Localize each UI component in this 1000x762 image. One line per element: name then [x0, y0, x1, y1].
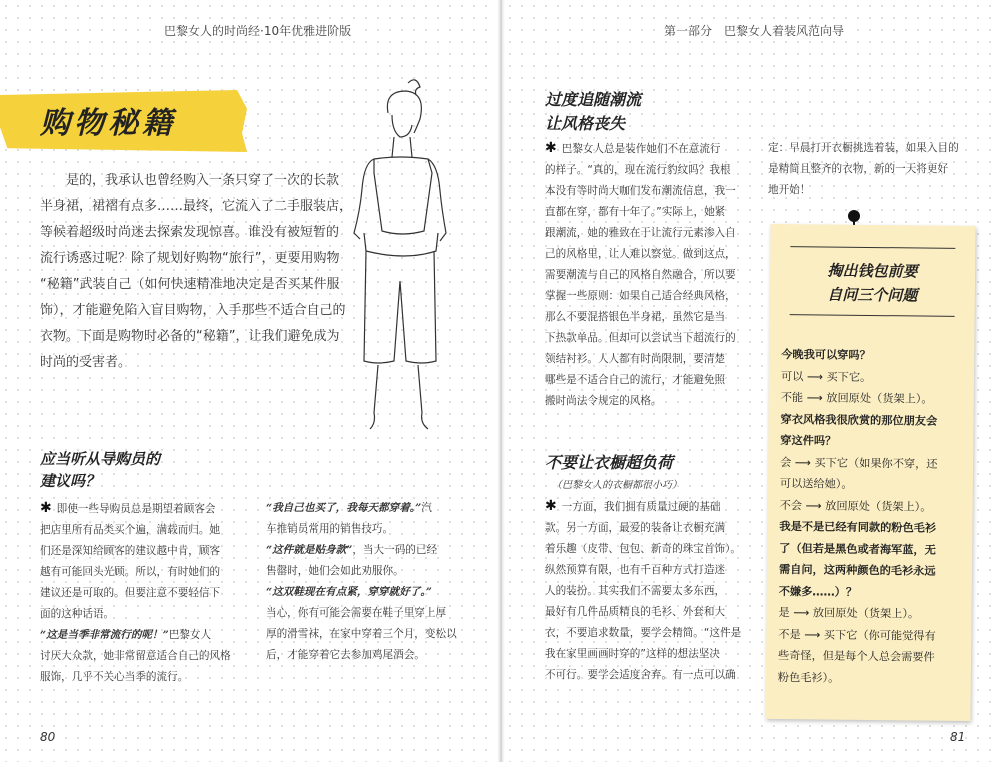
col2-quote-1: “我自己也买了，我每天都穿着。” — [266, 502, 422, 514]
book-gutter — [497, 0, 505, 762]
col2-line-2: 车推销员常用的销售技巧。 — [266, 523, 394, 535]
colB-text: 款。另一方面，最爱的装备让衣橱充满 — [545, 522, 726, 534]
note-line: 不是 ⟶ 买下它（你可能觉得有 — [778, 627, 936, 643]
colA-text: 下热款单品。但却可以尝试当下超流行的 — [545, 332, 736, 344]
note-line: 些奇怪，但是每个人总会需要件 — [778, 649, 935, 664]
intro-line — [40, 298, 360, 324]
col1-after-line-2: 讨厌大众款，她非常留意适合自己的风格 — [40, 650, 231, 662]
note-line: 不会 ⟶ 放回原处（货架上）。 — [779, 498, 932, 514]
colA-text: 哪些是不适合自己的流行，才能避免照 — [545, 374, 726, 386]
colC-line — [768, 180, 978, 201]
colB-text: 一方面，我们拥有质量过硬的基础 — [561, 501, 721, 513]
colC-line — [768, 138, 978, 159]
col2-rest-line — [266, 624, 476, 645]
col1-after-first: 巴黎女人 — [168, 629, 212, 641]
col2-rest-text: 后，才能穿着它去参加鸡尾酒会。 — [266, 649, 425, 661]
section-title-trends — [545, 88, 641, 136]
woman-illustration — [340, 75, 450, 435]
intro-text: 半身裙，裙褶有点多……最终，它流入了二手服装店， — [40, 199, 353, 214]
right-column-b — [545, 496, 750, 686]
sticky-note — [765, 224, 975, 721]
note-line: 不嫌多……）？ — [778, 584, 858, 599]
colB-line — [545, 602, 750, 623]
note-line: 可以送给她）。 — [779, 477, 853, 491]
col1-text: 建议还是可取的。但要注意不要轻信下 — [40, 587, 221, 599]
note-line: 穿衣风格我很欣赏的那位朋友会 — [780, 412, 938, 428]
note-title — [770, 258, 975, 308]
colA-text: 本没有等时尚大咖们发布潮流信息，我一 — [545, 185, 736, 197]
note-line: 会 ⟶ 买下它（如果你不穿，还 — [780, 455, 938, 471]
col2-q1-after: 汽 — [421, 502, 432, 514]
col2-rest — [266, 603, 476, 666]
colA-line — [545, 138, 750, 160]
col2-quote-2: “这件就是贴身款” — [266, 544, 353, 556]
col2-quote-3: “这双鞋现在有点紧，穿穿就好了。” — [266, 586, 432, 598]
note-line: 穿这件吗？ — [780, 434, 837, 448]
intro-text: 时尚的受害者。 — [40, 355, 132, 370]
colA-text: 直都在穿，都有十年了。”实际上，她紧 — [545, 206, 726, 218]
right-running-header: 第一部分 巴黎女人着装风范向导 — [660, 22, 848, 39]
intro-text: 等候着超级时尚迷去探索发现惊喜。谁没有被短暂的 — [40, 225, 340, 240]
note-title-line-2: 自问三个问题 — [827, 285, 918, 305]
colB-line — [545, 539, 750, 560]
section-title-shopping-assistant — [40, 448, 160, 492]
note-line: 我是不是已经有同款的粉色毛衫 — [779, 520, 937, 535]
right-column-a — [545, 138, 750, 412]
right-page-number: 81 — [950, 730, 966, 744]
col2-rest-line — [266, 645, 476, 666]
colB-text: 我在家里画画时穿的”这样的想法坚决 — [545, 648, 720, 660]
left-running-header: 巴黎女人的时尚经·10年优雅进阶版 — [160, 22, 355, 39]
note-questions — [778, 344, 972, 690]
colC-text: 定：早晨打开衣橱挑选着装，如果入目的 — [768, 142, 959, 154]
intro-line — [40, 194, 360, 220]
note-line: 是 ⟶ 放回原处（货架上）。 — [778, 606, 920, 621]
section-subtitle-wardrobe: （巴黎女人的衣橱都很小巧） — [552, 480, 682, 491]
col1-paragraph — [40, 498, 245, 625]
intro-paragraph — [40, 168, 360, 376]
colA-text: 掌握一些原则：如果自己适合经典风格， — [545, 290, 736, 302]
note-line: 不能 ⟶ 放回原处（货架上）。 — [780, 391, 933, 406]
col1-text: 即使一些导购员总是期望着顾客会 — [56, 503, 216, 515]
colA-text: 跟潮流，她的雅致在于让流行元素渗入自 — [545, 227, 736, 239]
colB-line — [545, 560, 750, 581]
colA-line — [545, 223, 750, 244]
colA-line — [545, 265, 750, 286]
note-bottom-rule — [790, 314, 955, 317]
colA-line — [545, 307, 750, 328]
intro-text: 饰），才能避免陷入盲目购物，入手那些不适合自己的 — [40, 303, 346, 318]
col1-text: 把店里所有品类买个遍，满载而归。她 — [40, 524, 221, 536]
col1-line — [40, 498, 245, 520]
colA-line — [545, 328, 750, 349]
intro-text: “秘籍”武装自己（如何快速精准地决定是否买某件服 — [40, 277, 340, 292]
colB-line — [545, 644, 750, 665]
colB-text: 人的装扮。其实我们不需要太多东西， — [545, 585, 726, 597]
colA-line — [545, 370, 750, 391]
col1-line — [40, 583, 245, 604]
right-column-c — [768, 138, 978, 201]
colC-line — [768, 159, 978, 180]
colC-text: 地开始！ — [768, 184, 811, 196]
trends-title-line-1: 过度追随潮流 — [545, 90, 642, 109]
intro-line — [40, 272, 360, 298]
colA-line — [545, 349, 750, 370]
colB-line — [545, 518, 750, 539]
note-title-line-1: 掏出钱包前要 — [827, 261, 918, 281]
intro-line — [40, 324, 360, 350]
intro-text: 衣物。下面是购物时必备的“秘籍”，让我们避免成为 — [40, 329, 340, 344]
colB-text: 纵然预算有限，也有千百种方式打造迷 — [545, 564, 726, 576]
intro-line — [40, 350, 360, 376]
colB-text: 不可行。要学会适度舍弃。有一点可以确 — [545, 669, 736, 681]
colA-line — [545, 286, 750, 307]
col2-line-3: 售罄时，她们会如此劝服你。 — [266, 565, 404, 577]
trends-title-line-2: 让风格丧失 — [545, 114, 626, 133]
colA-line — [545, 160, 750, 181]
note-top-rule — [790, 246, 955, 249]
colA-text: 的样子。“真的，现在流行豹纹吗？我根 — [545, 164, 731, 176]
section-title-line-1: 应当听从导购员的 — [40, 450, 161, 468]
col2-q2-after: ，当大一码的已经 — [352, 544, 438, 556]
colA-line — [545, 391, 750, 412]
asterisk-flower-icon: ✱ — [545, 498, 562, 514]
col1-text: 们还是深知给顾客的建议越中肯，顾客 — [40, 545, 221, 557]
colA-line — [545, 244, 750, 265]
colA-line — [545, 181, 750, 202]
col2-rest-text: 厚的滑雪袜，在家中穿着三个月，变松以 — [266, 628, 457, 640]
col1-text: 越有可能回头光顾。所以，有时她们的 — [40, 566, 221, 578]
col1-line — [40, 541, 245, 562]
col1-line — [40, 562, 245, 583]
left-column-1 — [40, 498, 245, 688]
colA-text: 那么不要混搭银色半身裙，虽然它是当 — [545, 311, 726, 323]
colB-line — [545, 496, 750, 518]
section-title-wardrobe: 不要让衣橱超负荷 — [545, 453, 674, 472]
colB-line — [545, 665, 750, 686]
note-line: 今晚我可以穿吗？ — [781, 348, 871, 362]
col1-line — [40, 604, 245, 625]
col1-after-line-3: 服饰，几乎不关心当季的流行。 — [40, 671, 189, 683]
colA-text: 需要潮流与自己的风格自然融合，所以要 — [545, 269, 736, 281]
colA-text: 领结衬衫。人人都有时尚限制，要清楚 — [545, 353, 726, 365]
col1-line — [40, 520, 245, 541]
colB-text: 最好有几件品质精良的毛衫、外套和大 — [545, 606, 726, 618]
colA-text: 搬时尚法令规定的风格。 — [545, 395, 662, 407]
page-title: 购物秘籍 — [40, 106, 176, 141]
col1-quote: “这是当季非常流行的呢！” — [40, 629, 169, 641]
note-line: 了（但若是黑色或者海军蓝，无 — [779, 541, 936, 557]
colC-text: 是精简且整齐的衣物，新的一天将更好 — [768, 163, 949, 175]
intro-text: 是的，我承认也曾经购入一条只穿了一次的长款 — [66, 173, 340, 188]
colA-line — [545, 202, 750, 223]
colA-text: 己的风格里，让人难以察觉。做到这点， — [545, 248, 736, 260]
intro-line — [40, 246, 360, 272]
col2-rest-line — [266, 603, 476, 624]
intro-line — [40, 220, 360, 246]
asterisk-flower-icon: ✱ — [545, 140, 562, 156]
colB-line — [545, 623, 750, 644]
note-line: 粉色毛衫）。 — [777, 670, 840, 685]
section-title-line-2: 建议吗？ — [40, 472, 101, 490]
colB-line — [545, 581, 750, 602]
col1-text: 面的这种话语。 — [40, 608, 115, 620]
left-column-2 — [266, 498, 476, 666]
note-line: 可以 ⟶ 买下它。 — [780, 369, 872, 384]
colA-text: 巴黎女人总是装作她们不在意流行 — [561, 143, 721, 155]
intro-line — [40, 168, 360, 194]
colB-text: 衣，不要追求数量，要学会精简。“这件是 — [545, 627, 742, 639]
note-line: 需自问，这两种颜色的毛衫永远 — [778, 563, 936, 578]
asterisk-flower-icon: ✱ — [40, 500, 57, 516]
left-page-number: 80 — [40, 730, 56, 744]
colB-text: 着乐趣（皮带、包包、新奇的珠宝首饰）。 — [545, 543, 741, 555]
intro-text: 流行诱惑过呢？除了规划好购物“旅行”，更要用购物 — [40, 251, 340, 266]
col2-rest-text: 当心，你有可能会需要在鞋子里穿上厚 — [266, 607, 447, 619]
